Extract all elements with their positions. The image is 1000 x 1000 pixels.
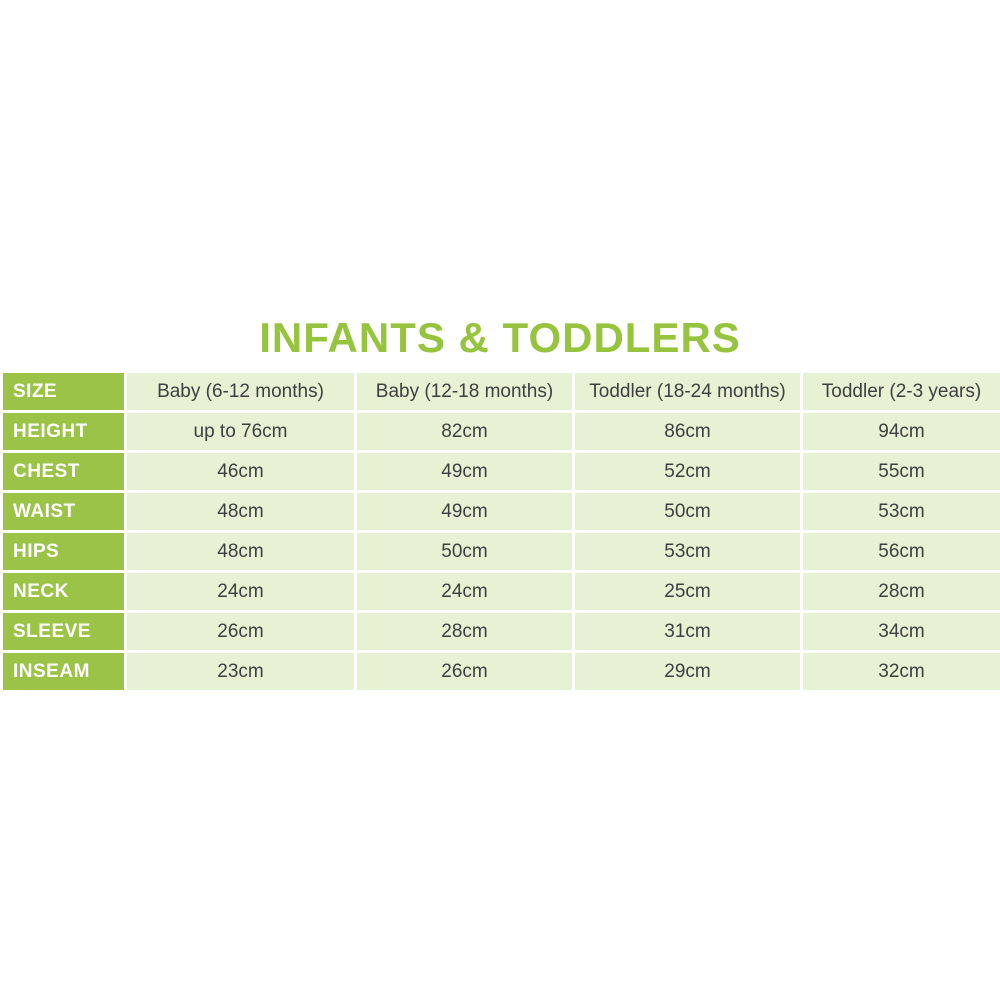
cell-sleeve-toddler-2-3: 34cm	[803, 613, 1000, 650]
cell-inseam-toddler-18-24: 29cm	[575, 653, 800, 690]
cell-inseam-toddler-2-3: 32cm	[803, 653, 1000, 690]
cell-waist-toddler-2-3: 53cm	[803, 493, 1000, 530]
cell-hips-baby-6-12: 48cm	[127, 533, 354, 570]
cell-hips-toddler-18-24: 53cm	[575, 533, 800, 570]
table-row-neck	[3, 573, 1000, 610]
cell-neck-baby-6-12: 24cm	[127, 573, 354, 610]
column-header-baby-12-18: Baby (12-18 months)	[357, 373, 572, 410]
column-header-toddler-2-3: Toddler (2-3 years)	[803, 373, 1000, 410]
cell-waist-baby-6-12: 48cm	[127, 493, 354, 530]
row-label-inseam: INSEAM	[3, 653, 124, 690]
cell-height-baby-6-12: up to 76cm	[127, 413, 354, 450]
cell-height-toddler-18-24: 86cm	[575, 413, 800, 450]
cell-hips-toddler-2-3: 56cm	[803, 533, 1000, 570]
table-row-chest	[3, 453, 1000, 490]
cell-neck-toddler-18-24: 25cm	[575, 573, 800, 610]
cell-height-toddler-2-3: 94cm	[803, 413, 1000, 450]
size-chart-table	[0, 370, 1000, 693]
table-header-row	[3, 373, 1000, 410]
cell-sleeve-toddler-18-24: 31cm	[575, 613, 800, 650]
table-row-sleeve	[3, 613, 1000, 650]
table-row-height	[3, 413, 1000, 450]
cell-chest-baby-12-18: 49cm	[357, 453, 572, 490]
cell-waist-toddler-18-24: 50cm	[575, 493, 800, 530]
cell-inseam-baby-12-18: 26cm	[357, 653, 572, 690]
column-header-baby-6-12: Baby (6-12 months)	[127, 373, 354, 410]
cell-sleeve-baby-6-12: 26cm	[127, 613, 354, 650]
row-label-hips: HIPS	[3, 533, 124, 570]
cell-waist-baby-12-18: 49cm	[357, 493, 572, 530]
cell-height-baby-12-18: 82cm	[357, 413, 572, 450]
cell-neck-toddler-2-3: 28cm	[803, 573, 1000, 610]
cell-chest-toddler-18-24: 52cm	[575, 453, 800, 490]
row-label-sleeve: SLEEVE	[3, 613, 124, 650]
table-row-inseam	[3, 653, 1000, 690]
cell-sleeve-baby-12-18: 28cm	[357, 613, 572, 650]
cell-hips-baby-12-18: 50cm	[357, 533, 572, 570]
cell-chest-baby-6-12: 46cm	[127, 453, 354, 490]
page-title: INFANTS & TODDLERS	[259, 314, 741, 361]
row-label-neck: NECK	[3, 573, 124, 610]
table-row-waist	[3, 493, 1000, 530]
row-label-chest: CHEST	[3, 453, 124, 490]
corner-label-size: SIZE	[3, 373, 124, 410]
cell-neck-baby-12-18: 24cm	[357, 573, 572, 610]
row-label-height: HEIGHT	[3, 413, 124, 450]
table-row-hips	[3, 533, 1000, 570]
cell-chest-toddler-2-3: 55cm	[803, 453, 1000, 490]
column-header-toddler-18-24: Toddler (18-24 months)	[575, 373, 800, 410]
cell-inseam-baby-6-12: 23cm	[127, 653, 354, 690]
row-label-waist: WAIST	[3, 493, 124, 530]
